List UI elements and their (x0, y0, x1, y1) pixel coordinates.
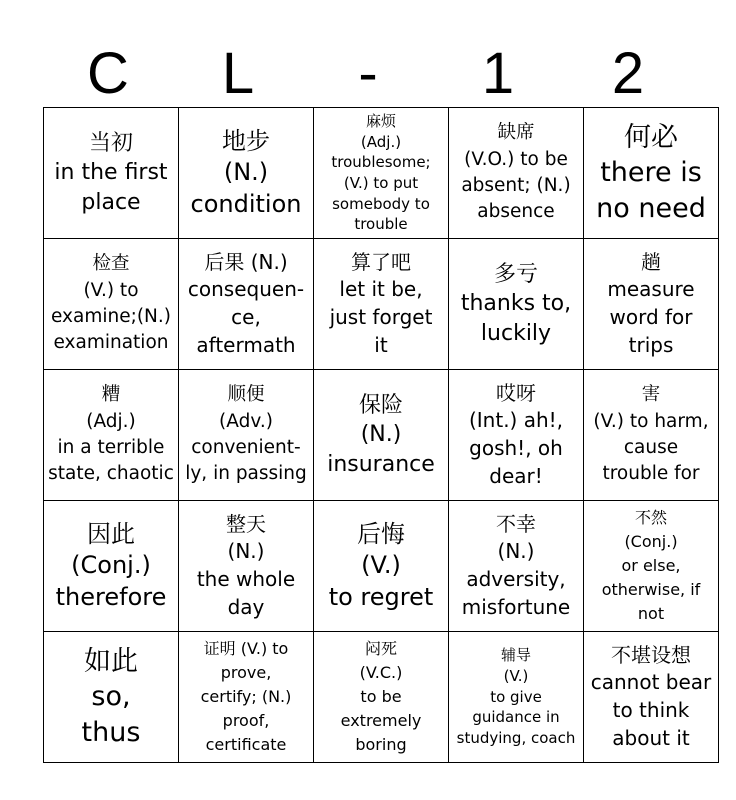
bingo-cell[interactable] (449, 370, 584, 501)
bingo-cell-text: 多亏 thanks to, luckily (460, 262, 572, 346)
bingo-cell[interactable] (179, 632, 314, 763)
header-letter: 1 (481, 41, 515, 106)
board-row (44, 370, 719, 501)
bingo-cell-text: 辅导 (V.) to give guidance in studying, coach (456, 646, 576, 748)
header-letter: 2 (611, 41, 645, 106)
bingo-cell[interactable] (314, 632, 449, 763)
board-row (44, 501, 719, 632)
bingo-cell[interactable] (179, 108, 314, 239)
bingo-cell[interactable] (449, 501, 584, 632)
bingo-board (43, 107, 719, 763)
bingo-cell[interactable] (314, 370, 449, 501)
bingo-cell-text: 如此 so, thus (81, 646, 141, 748)
header-letter: - (358, 41, 378, 106)
bingo-cell-text: 算了吧 let it be, just forget it (329, 249, 433, 357)
bingo-cell-text: 因此 (Conj.) therefore (55, 520, 167, 611)
bingo-cell[interactable] (449, 239, 584, 370)
board-row (44, 108, 719, 239)
bingo-cell-text: 检查 (V.) to examine;(N.) examination (51, 253, 171, 354)
bingo-cell[interactable] (44, 501, 179, 632)
bingo-cell[interactable] (44, 632, 179, 763)
bingo-cell[interactable] (314, 108, 449, 239)
bingo-cell[interactable] (584, 108, 719, 239)
bingo-cell-text: 何必 there is no need (596, 122, 706, 224)
bingo-cell[interactable] (449, 108, 584, 239)
bingo-cell-text: 不幸 (N.) adversity, misfortune (461, 511, 571, 619)
bingo-cell-text: 当初 in the first place (54, 131, 168, 215)
bingo-cell-text: 不然 (Conj.) or else, otherwise, if not (601, 508, 701, 623)
board-row (44, 632, 719, 763)
board-row (44, 239, 719, 370)
bingo-cell-text: 顺便 (Adv.) convenient- ly, in passing (185, 384, 307, 485)
bingo-cell-text: 整天 (N.) the whole day (196, 511, 296, 619)
bingo-cell-text: 地步 (N.) condition (190, 127, 302, 218)
bingo-cell[interactable] (44, 239, 179, 370)
header-letter: L (221, 41, 255, 106)
bingo-cell[interactable] (449, 632, 584, 763)
bingo-cell[interactable] (179, 370, 314, 501)
bingo-cell-text: 缺席 (V.O.) to be absent; (N.) absence (461, 122, 571, 223)
bingo-cell[interactable] (179, 239, 314, 370)
bingo-cell-text: 证明 (V.) to prove, certify; (N.) proof, certificate (200, 639, 292, 754)
bingo-cell-text: 害 (V.) to harm, cause trouble for (593, 384, 709, 485)
bingo-cell[interactable] (314, 239, 449, 370)
bingo-cell[interactable] (584, 632, 719, 763)
bingo-cell-text: 哎呀 (Int.) ah!, gosh!, oh dear! (468, 380, 564, 488)
bingo-cell-text: 趟 measure word for trips (607, 249, 695, 357)
bingo-cell-text: 闷死 (V.C.) to be extremely boring (340, 639, 422, 754)
bingo-cell[interactable] (584, 501, 719, 632)
bingo-cell[interactable] (584, 370, 719, 501)
bingo-cell[interactable] (44, 370, 179, 501)
bingo-cell-text: 保险 (N.) insurance (327, 393, 435, 477)
bingo-header (43, 40, 693, 108)
bingo-cell[interactable] (584, 239, 719, 370)
bingo-cell-text: 糟 (Adj.) in a terrible state, chaotic (48, 384, 174, 485)
bingo-cell[interactable] (314, 501, 449, 632)
bingo-cell[interactable] (179, 501, 314, 632)
bingo-cell-text: 麻烦 (Adj.) troublesome; (V.) to put somebody to trouble (331, 111, 431, 234)
bingo-cell[interactable] (44, 108, 179, 239)
header-letter: C (87, 41, 129, 106)
bingo-cell-text: 后悔 (V.) to regret (328, 520, 434, 611)
bingo-cell-text: 不堪设想 cannot bear to think about it (590, 642, 712, 750)
bingo-cell-text: 后果 (N.) consequen- ce, aftermath (187, 249, 305, 357)
